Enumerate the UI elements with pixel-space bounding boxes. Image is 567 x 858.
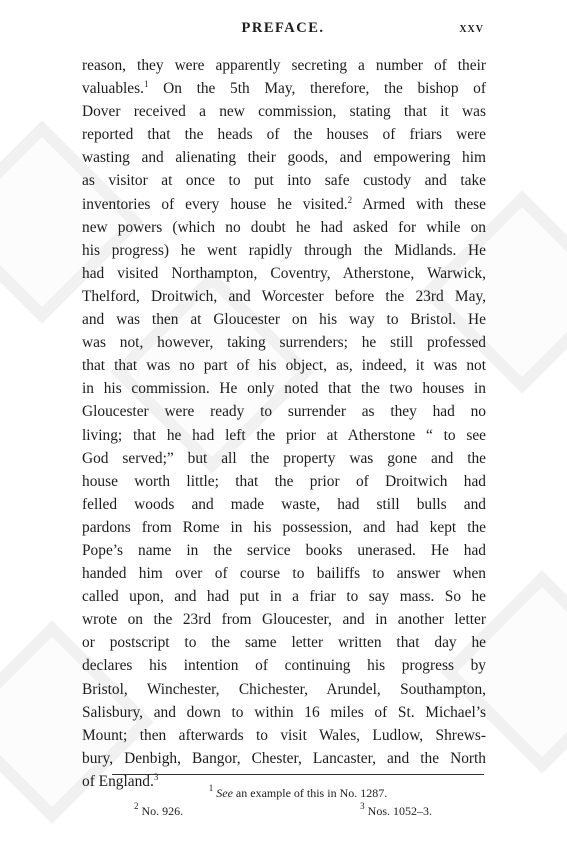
text-line-content: valuables. [82, 80, 144, 98]
text-line [82, 447, 486, 470]
text-line-content: wasting and alienating their goods, and empowering him [82, 149, 486, 167]
text-line [82, 377, 486, 400]
text-line-content: or postscript to the same letter written that day he [82, 634, 486, 652]
text-line [82, 701, 486, 724]
text-line-content: called upon, and had put in a friar to say mass. So he [82, 588, 486, 606]
text-line [82, 585, 486, 608]
footnote-2 [134, 802, 183, 820]
text-line [82, 123, 486, 146]
text-line [82, 724, 486, 747]
text-line [82, 400, 486, 423]
footnote-1 [112, 784, 484, 802]
text-line [82, 54, 486, 77]
text-line-content: that that was no part of his object, as, indeed, it was not [82, 357, 486, 375]
page-number: xxv [459, 20, 484, 36]
text-line [82, 678, 486, 701]
text-line [82, 331, 486, 354]
text-line-content: Mount; then afterwards to visit Wales, Ludlow, Shrews- [82, 726, 486, 744]
body-text [82, 54, 486, 793]
footnotes [112, 784, 484, 820]
text-line-content: had visited Northampton, Coventry, Atherstone, Warwick, [82, 264, 486, 282]
text-line-content: of England. [82, 772, 154, 790]
footnote-3-marker: 3 [360, 801, 365, 811]
text-line-content: inventories of every house he visited. [82, 195, 348, 213]
text-line-content: handed him over of course to bailiffs to answer when [82, 565, 486, 583]
running-head [82, 20, 484, 40]
text-line-content: as visitor at once to put into safe custody and take [82, 172, 486, 190]
text-line [82, 77, 486, 100]
text-line [82, 193, 486, 216]
text-line-continuation: Armed with these [352, 195, 486, 213]
text-line-content: and was then at Gloucester on his way to Bristol. He [82, 311, 486, 329]
text-line [82, 146, 486, 169]
text-line [82, 631, 486, 654]
text-line [82, 239, 486, 262]
text-line [82, 100, 486, 123]
text-line-content: Dover received a new commission, stating that it was [82, 103, 486, 121]
text-line [82, 539, 486, 562]
footnote-2-marker: 2 [134, 801, 139, 811]
text-line [82, 262, 486, 285]
footnote-reference: 1 [143, 79, 149, 90]
text-line [82, 747, 486, 770]
text-line-content: pardons from Rome in his possession, and had kept the [82, 518, 486, 536]
footnote-1-see: See [216, 786, 233, 800]
text-line [82, 285, 486, 308]
text-line-content: Thelford, Droitwich, and Worcester before the 23rd May, [82, 287, 486, 305]
footnote-reference: 3 [153, 771, 159, 782]
text-line-continuation: On the 5th May, therefore, the bishop of [148, 80, 486, 98]
text-line [82, 424, 486, 447]
text-line-content: Salisbury, and down to within 16 miles of St. Michael’s [82, 703, 486, 721]
text-line-content: in his commission. He only noted that the two houses in [82, 380, 486, 398]
footnote-row [112, 802, 484, 820]
footnote-3 [360, 802, 432, 820]
text-line-content: wrote on the 23rd from Gloucester, and in another letter [82, 611, 486, 629]
text-line [82, 493, 486, 516]
running-title: PREFACE. [241, 20, 325, 36]
footnote-reference: 2 [347, 194, 353, 205]
footnote-1-text: an example of this in No. 1287. [232, 786, 388, 800]
text-line-content: his progress) he went rapidly through the Midlands. He [82, 241, 486, 259]
text-line-content: reported that the heads of the houses of friars were [82, 126, 486, 144]
text-line-content: reason, they were apparently secreting a number of their [82, 57, 486, 74]
text-line-content: Pope’s name in the service books unerased. He had [82, 541, 486, 559]
footnote-1-marker: 1 [208, 783, 214, 793]
text-line [82, 354, 486, 377]
text-line-content: house worth little; that the prior of Droitwich had [82, 472, 486, 490]
text-line-content: bury, Denbigh, Bangor, Chester, Lancaster, and the North [82, 749, 486, 767]
text-line [82, 308, 486, 331]
text-line [82, 608, 486, 631]
text-line-content: declares his intention of continuing his progress by [82, 657, 486, 675]
text-line [82, 654, 486, 677]
text-line-content: felled woods and made waste, had still bulls and [82, 495, 486, 513]
text-line [82, 470, 486, 493]
text-line-content: Bristol, Winchester, Chichester, Arundel, Southampton, [82, 680, 486, 698]
footnote-2-text: No. 926. [138, 804, 184, 818]
text-line [82, 562, 486, 585]
text-line-content: Gloucester were ready to surrender as they had no [82, 403, 486, 421]
text-line-content: living; that he had left the prior at Atherstone “ to see [82, 426, 486, 444]
footnote-rule [112, 774, 484, 775]
text-line [82, 516, 486, 539]
footnote-3-text: Nos. 1052–3. [364, 804, 432, 818]
text-line-content: new powers (which no doubt he had asked for while on [82, 218, 486, 236]
text-line [82, 169, 486, 192]
text-line [82, 216, 486, 239]
text-line-content: was not, however, taking surrenders; he still professed [82, 334, 486, 352]
text-line-content: God served;” but all the property was gone and the [82, 449, 486, 467]
